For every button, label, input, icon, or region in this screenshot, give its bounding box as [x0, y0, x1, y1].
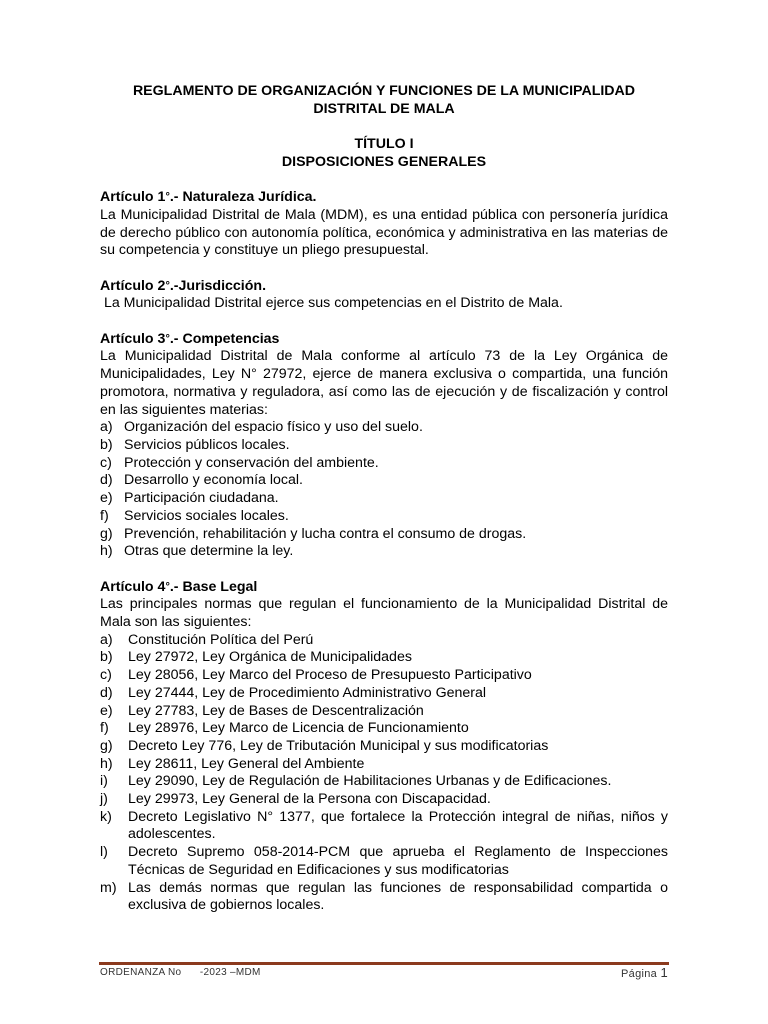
list-item: e) Ley 27783, Ley de Bases de Descentralización [100, 702, 424, 719]
list-item: a) Constitución Política del Perú [100, 631, 314, 648]
section-heading-line1: TÍTULO I [354, 136, 414, 153]
list-item: j) Ley 29973, Ley General de la Persona con Discapacidad. [100, 791, 491, 808]
footer-page-number: 1 [660, 965, 668, 980]
document-title-line2: DISTRITAL DE MALA [313, 100, 455, 117]
article-4-body: Las principales normas que regulan el funcionamiento de la Municipalidad Distrital de Mala son las siguientes: [100, 596, 668, 631]
list-item: b) Ley 27972, Ley Orgánica de Municipalidades [100, 649, 412, 666]
article-3-heading [100, 331, 668, 349]
article-4-heading [100, 579, 668, 597]
list-item: g) Decreto Ley 776, Ley de Tributación Municipal y sus modificatorias [100, 737, 549, 754]
article-1-title: .- Naturaleza Jurídica. [169, 189, 317, 206]
article-2-body: La Municipalidad Distrital ejerce sus competencias en el Distrito de Mala. [100, 295, 563, 312]
footer-page-label: Página [621, 968, 658, 980]
article-1-number: Artículo 1 [100, 189, 166, 206]
article-3-body: La Municipalidad Distrital de Mala conforme al artículo 73 de la Ley Orgánica de Municipalidades, Ley N° 27972, ejerce de manera exclusiva o compartida, una función promotora, normativa y reguladora, así como las de ejecución y de fiscalización y control en las siguientes materias: [100, 348, 668, 418]
list-item: d) Desarrollo y economía local. [100, 472, 303, 489]
list-item: h) Otras que determine la ley. [100, 543, 294, 560]
list-item: k) Decreto Legislativo N° 1377, que fortalece la Protección integral de niñas, niños y adolescentes. [100, 808, 668, 843]
list-item: c) Protección y conservación del ambiente. [100, 454, 379, 471]
list-item: a) Organización del espacio físico y uso del suelo. [100, 419, 423, 436]
list-item: c) Ley 28056, Ley Marco del Proceso de Presupuesto Participativo [100, 667, 532, 684]
list-item: f) Servicios sociales locales. [100, 507, 289, 524]
article-4-title: .- Base Legal [169, 578, 258, 595]
list-item: b) Servicios públicos locales. [100, 437, 290, 453]
article-4-degree: ° [165, 580, 170, 593]
list-item: f) Ley 28976, Ley Marco de Licencia de Funcionamiento [100, 720, 469, 737]
article-1-body: La Municipalidad Distrital de Mala (MDM), es una entidad pública con personería jurídica de derecho público con autonomía política, económica y administrativa en las materias de su competencia y constituye un pliego presupuestal. [100, 206, 668, 259]
list-item: g) Prevención, rehabilitación y lucha contra el consumo de drogas. [100, 525, 527, 542]
article-3-number: Artículo 3 [100, 330, 166, 347]
list-item: i) Ley 29090, Ley de Regulación de Habilitaciones Urbanas y de Edificaciones. [100, 773, 612, 790]
article-2-degree: ° [165, 279, 170, 292]
article-3-title: .- Competencias [169, 330, 280, 347]
document-page [100, 83, 668, 915]
list-item: l) Decreto Supremo 058-2014-PCM que aprueba el Reglamento de Inspecciones Técnicas de Seguridad en Edificaciones y sus modificatorias [100, 844, 668, 878]
footer-page [621, 965, 668, 980]
footer-rule [99, 962, 669, 965]
article-2-heading [100, 278, 668, 296]
article-4-number: Artículo 4 [100, 578, 166, 595]
article-2-title: .-Jurisdicción. [169, 277, 267, 294]
list-item: e) Participación ciudadana. [100, 490, 279, 507]
document-title-line1: REGLAMENTO DE ORGANIZACIÓN Y FUNCIONES DE LA MUNICIPALIDAD [132, 83, 636, 99]
article-4-list [100, 632, 668, 915]
list-item: h) Ley 28611, Ley General del Ambiente [100, 755, 365, 772]
article-1-degree: ° [165, 191, 170, 204]
list-item: m) Las demás normas que regulan las funciones de responsabilidad compartida o exclusiva de gobiernos locales. [100, 879, 668, 914]
article-3-list [100, 419, 668, 561]
article-2-number: Artículo 2 [100, 277, 166, 294]
article-1-heading [100, 189, 668, 207]
list-item: d) Ley 27444, Ley de Procedimiento Administrativo General [100, 684, 487, 701]
section-heading-line2: DISPOSICIONES GENERALES [281, 153, 487, 170]
footer-ordinance: ORDENANZA No -2023 –MDM [100, 967, 261, 978]
article-3-degree: ° [165, 332, 170, 345]
